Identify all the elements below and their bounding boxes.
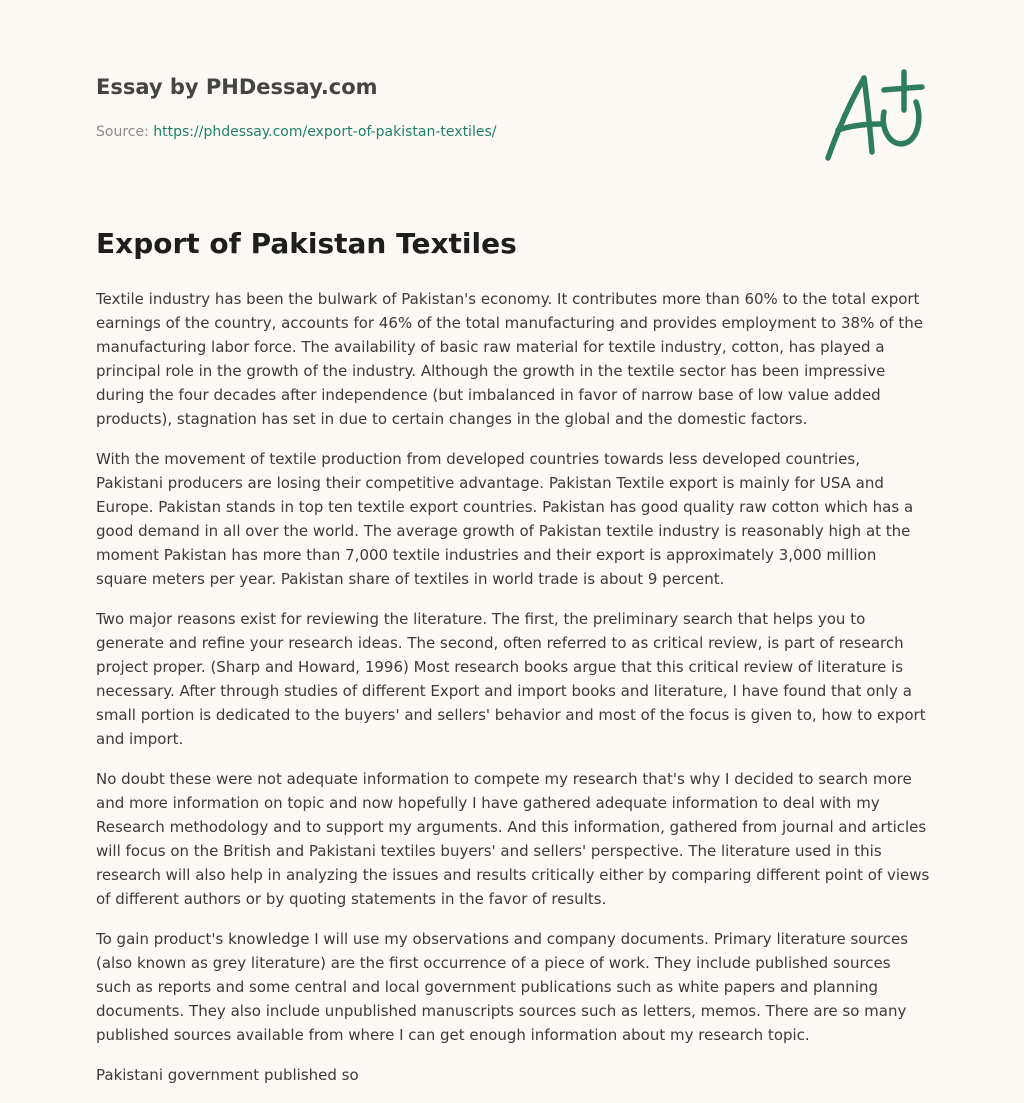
essay-paragraph-truncated: Pakistani government published so bbox=[96, 1066, 359, 1084]
source-line bbox=[96, 124, 496, 140]
essay-title: Export of Pakistan Textiles bbox=[96, 227, 517, 260]
source-label: Source: bbox=[96, 124, 154, 140]
a-plus-logo-icon bbox=[824, 66, 928, 164]
essay-paragraph: Textile industry has been the bulwark of Pakistan's economy. It contributes more than 60% to the total export earnings of the country, accounts for 46% of the total manufacturing and provides employment to 38% of the manufacturing labor force. The availability of basic raw material for textile industry, cotton, has played a principal role in the growth of the industry. Although the growth in the textile sector has been impressive during the four decades after independence (but imbalanced in favor of narrow base of low value added products), stagnation has set in due to certain changes in the global and the domestic factors. bbox=[96, 290, 923, 428]
source-link[interactable]: https://phdessay.com/export-of-pakistan-textiles/ bbox=[153, 124, 497, 140]
essay-paragraph: With the movement of textile production from developed countries towards less developed countries, Pakistani producers are losing their competitive advantage. Pakistan Textile export is mainly for USA and Europe. Pakistan stands in top ten textile export countries. Pakistan has good quality raw cotton which has a good demand in all over the world. The average growth of Pakistan textile industry is reasonably high at the moment Pakistan has more than 7,000 textile industries and their export is approximately 3,000 million square meters per year. Pakistan share of textiles in world trade is about 9 percent. bbox=[96, 450, 914, 588]
essay-paragraph: To gain product's knowledge I will use my observations and company documents. Primary literature sources (also known as grey literature) are the first occurrence of a piece of work. They include published sources such as reports and some central and local government publications such as white papers and planning documents. They also include unpublished manuscripts sources such as letters, memos. There are so many published sources available from where I can get enough information about my research topic. bbox=[96, 930, 909, 1044]
essay-body bbox=[96, 287, 930, 1103]
essay-paragraph: Two major reasons exist for reviewing the literature. The first, the preliminary search that helps you to generate and refine your research ideas. The second, often referred to as critical review, is part of research project proper. (Sharp and Howard, 1996) Most research books argue that this critical review of literature is necessary. After through studies of different Export and import books and literature, I have found that only a small portion is dedicated to the buyers' and sellers' behavior and most of the focus is given to, how to export and import. bbox=[96, 610, 926, 748]
essay-paragraph: No doubt these were not adequate information to compete my research that's why I decided to search more and more information on topic and now hopefully I have gathered adequate information to deal with my Research methodology and to support my arguments. And this information, gathered from journal and articles will focus on the British and Pakistani textiles buyers' and sellers' perspective. The literature used in this research will also help in analyzing the issues and results critically either by comparing different point of views of different authors or by quoting statements in the favor of results. bbox=[96, 770, 930, 908]
brand-title: Essay by PHDessay.com bbox=[96, 75, 378, 99]
